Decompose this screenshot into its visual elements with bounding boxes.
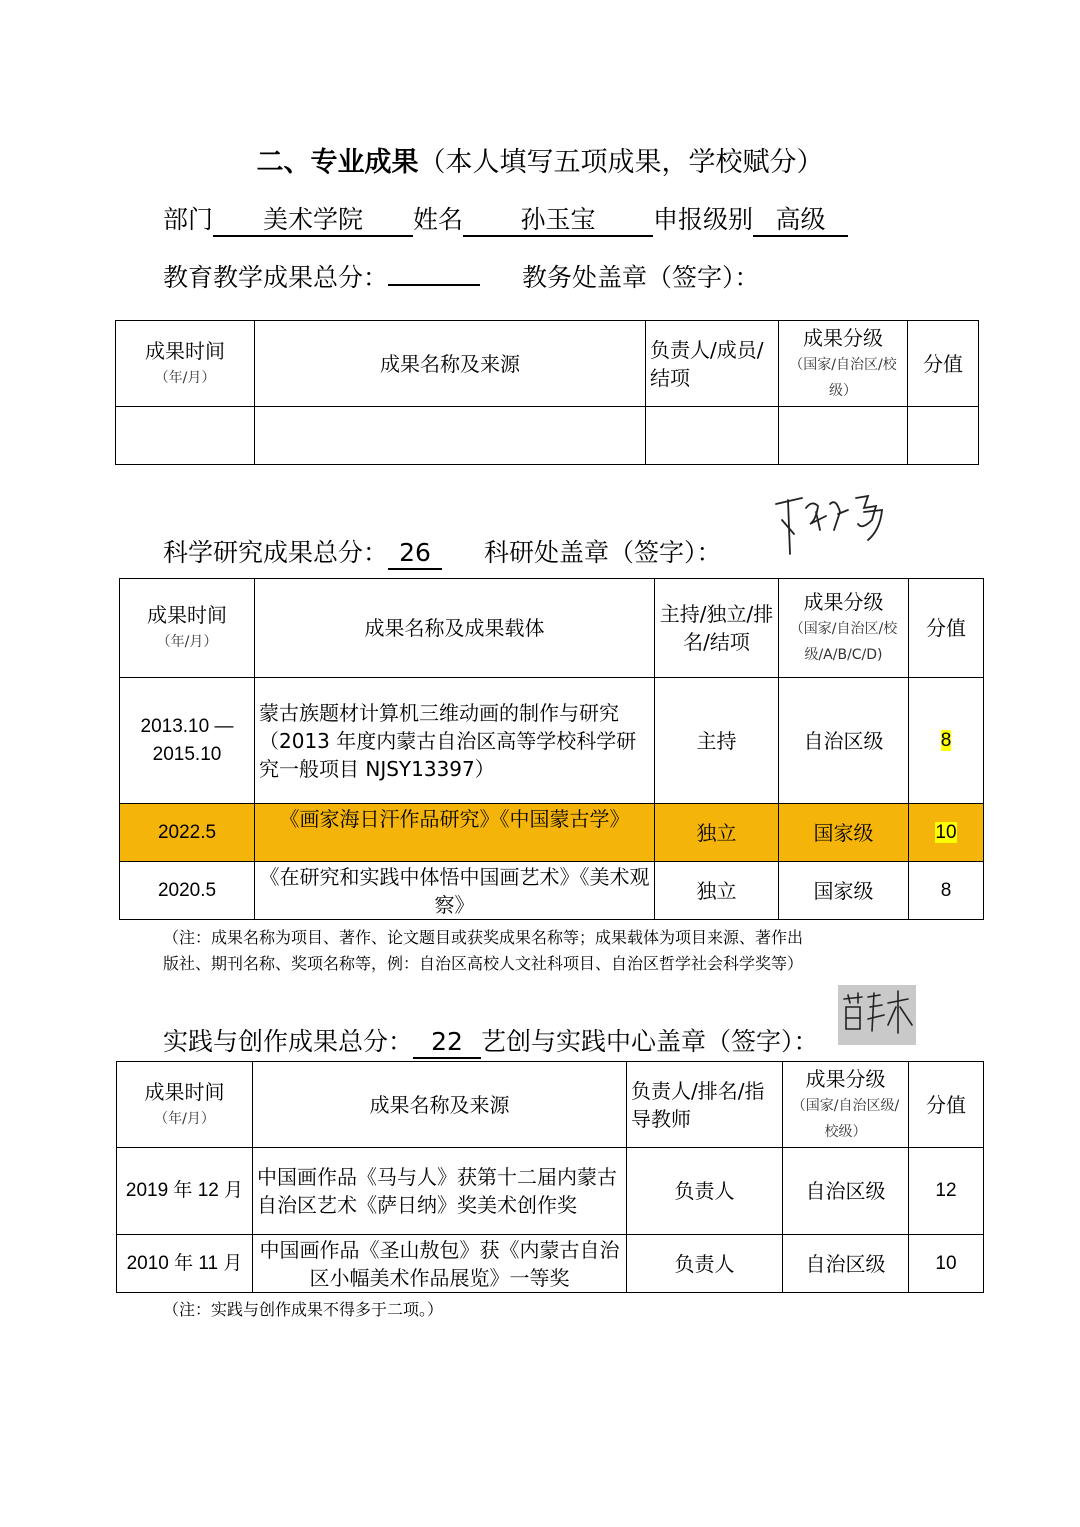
edu-stamp-label: 教务处盖章（签字）： [522,263,760,292]
research-row-time: 2022.5 [120,804,255,862]
research-row-person: 独立 [655,862,779,920]
research-row-time: 2020.5 [120,862,255,920]
level-label: 申报级别 [653,205,754,234]
table-row [120,804,984,862]
edu-header-grade: 成果分级 （国家/自治区/校级） [779,321,908,407]
research-row-score: 8 [909,862,984,920]
table-row [117,1235,984,1293]
practice-stamp-label: 艺创与实践中心盖章（签字）： [481,1027,819,1056]
research-note-1: （注：成果名称为项目、著作、论文题目或获奖成果名称等；成果载体为项目来源、著作出 [163,928,804,947]
page-title [0,140,1080,179]
practice-row-name: 中国画作品《圣山敖包》获《内蒙古自治区小幅美术作品展览》一等奖 [253,1235,627,1293]
edu-empty-cell[interactable] [779,407,908,465]
table-row [117,1148,984,1235]
research-row-name: 蒙古族题材计算机三维动画的制作与研究（2013 年度内蒙古自治区高等学校科学研究一般项目 NJSY13397） [255,678,655,804]
practice-row-name: 中国画作品《马与人》获第十二届内蒙古自治区艺术《萨日纳》奖美术创作奖 [253,1148,627,1235]
edu-header-score: 分值 [908,321,979,407]
practice-row-grade: 自治区级 [783,1235,909,1293]
practice-header-time: 成果时间 （年/月） [117,1062,253,1148]
research-row-name: 《画家海日汗作品研究》《中国蒙古学》 [255,804,655,862]
practice-table [116,1061,984,1293]
edu-header-time: 成果时间 （年/月） [116,321,255,407]
practice-row-score: 10 [909,1235,984,1293]
practice-row-time: 2019 年 12 月 [117,1148,253,1235]
research-row-score: 8 [909,678,984,804]
practice-header-name: 成果名称及来源 [253,1062,627,1148]
info-line [163,200,848,237]
practice-row-time: 2010 年 11 月 [117,1235,253,1293]
research-signature-image [772,490,892,560]
dept-value: 美术学院 [213,205,413,237]
research-row-score: 10 [909,804,984,862]
research-total-label: 科学研究成果总分： [163,538,389,567]
practice-row-person: 负责人 [627,1148,783,1235]
practice-row-person: 负责人 [627,1235,783,1293]
practice-header-score: 分值 [909,1062,984,1148]
name-label: 姓名 [413,205,464,234]
edu-empty-cell[interactable] [646,407,779,465]
research-row-name: 《在研究和实践中体悟中国画艺术》《美术观察》 [255,862,655,920]
research-header-time: 成果时间 （年/月） [120,579,255,678]
title-note: （本人填写五项成果，学校赋分） [418,147,824,178]
research-row-person: 主持 [655,678,779,804]
edu-total-label: 教育教学成果总分： [163,263,389,292]
research-header-score: 分值 [909,579,984,678]
practice-signature-image [838,985,916,1045]
level-value: 高级 [753,205,848,237]
edu-header-name: 成果名称及来源 [255,321,646,407]
edu-total-line [163,258,760,294]
research-stamp-label: 科研处盖章（签字）： [484,538,722,567]
title-main: 二、专业成果 [256,147,419,178]
edu-total-value [388,284,480,286]
research-row-person: 独立 [655,804,779,862]
practice-row-grade: 自治区级 [783,1148,909,1235]
edu-table [115,320,979,465]
table-row [120,862,984,920]
research-row-grade: 国家级 [779,862,909,920]
practice-header-grade: 成果分级 （国家/自治区级/校级） [783,1062,909,1148]
practice-header-person: 负责人/排名/指导教师 [627,1062,783,1148]
research-header-person: 主持/独立/排名/结项 [655,579,779,678]
research-total-value: 26 [388,538,442,570]
research-total-line [163,533,722,570]
practice-total-line [163,1022,819,1059]
research-table [119,578,984,920]
research-header-name: 成果名称及成果载体 [255,579,655,678]
practice-total-value: 22 [413,1027,481,1059]
research-header-grade: 成果分级 （国家/自治区/校级/A/B/C/D) [779,579,909,678]
table-row [120,678,984,804]
practice-note: （注：实践与创作成果不得多于二项。） [163,1300,444,1319]
edu-empty-cell[interactable] [908,407,979,465]
research-note-2: 版社、期刊名称、奖项名称等，例：自治区高校人文社科项目、自治区哲学社会科学奖等） [163,954,804,973]
dept-label: 部门 [163,205,214,234]
name-value: 孙玉宝 [463,205,653,237]
practice-total-label: 实践与创作成果总分： [163,1027,414,1056]
research-row-grade: 国家级 [779,804,909,862]
edu-empty-cell[interactable] [255,407,646,465]
edu-header-person: 负责人/成员/结项 [646,321,779,407]
edu-empty-cell[interactable] [116,407,255,465]
research-row-time: 2013.10 —2015.10 [120,678,255,804]
research-row-grade: 自治区级 [779,678,909,804]
practice-row-score: 12 [909,1148,984,1235]
